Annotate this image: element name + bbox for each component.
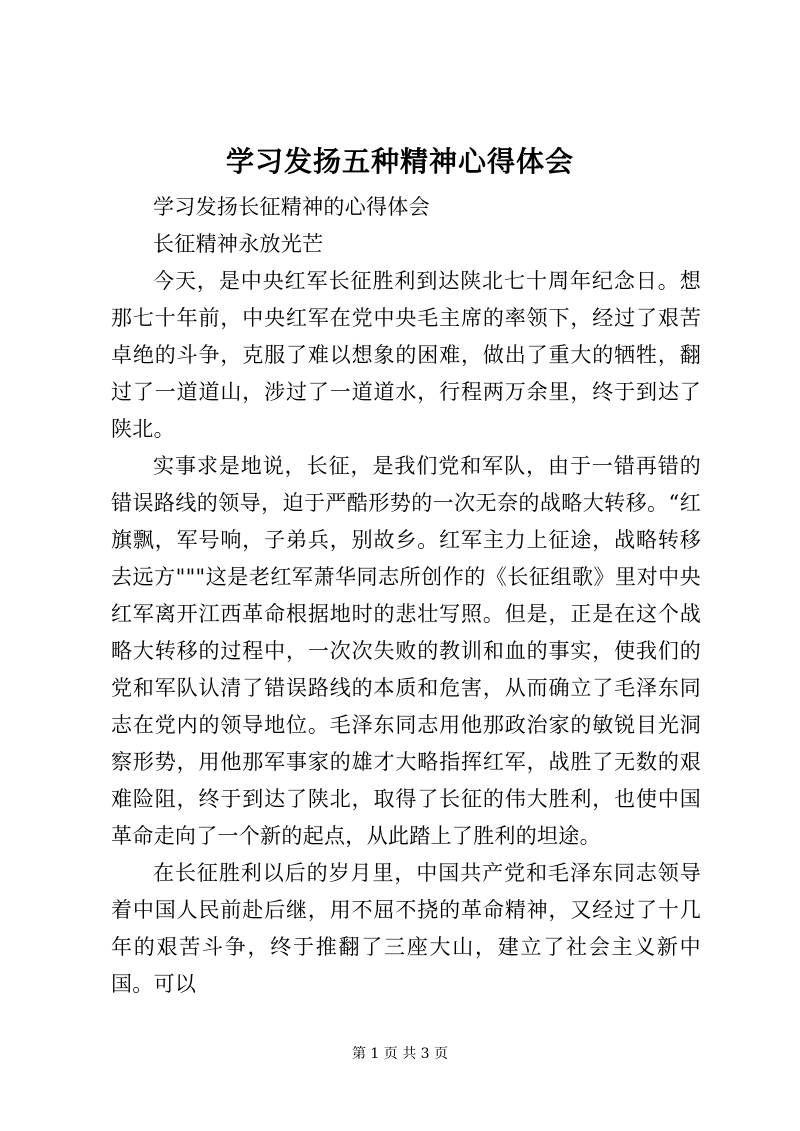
paragraph-2: 实事求是地说，长征，是我们党和军队，由于一错再错的错误路线的领导，迫于严酷形势的一次无奈的战略大转移。“红旗飘，军号响，子弟兵，别故乡。红军主力上征途，战略转移去远方"""这是老红军萧华同志所创作的《长征组歌》里对中央红军离开江西革命根据地时的悲壮写照。但是，正是在这个战略大转移的过程中，一次次失败的教训和血的事实，使我们的党和军队认清了错误路线的本质和危害，从而确立了毛泽东同志在党内的领导地位。毛泽东同志用他那政治家的敏锐目光洞察形势，用他那军事家的雄才大略指挥红军，战胜了无数的艰难险阻，终于到达了陕北，取得了长征的伟大胜利，也使中国革命走向了一个新的起点，从此踏上了胜利的坦途。 <box>111 454 701 848</box>
subtitle-line-1: 学习发扬长征精神的心得体会 <box>153 195 430 219</box>
document-title: 学习发扬五种精神心得体会 <box>225 145 574 178</box>
page-footer: 第 1 页 共 3 页 <box>351 1046 449 1062</box>
paragraph-1: 今天，是中央红军长征胜利到达陕北七十周年纪念日。想那七十年前，中央红军在党中央毛主席的率领下，经过了艰苦卓绝的斗争，克服了难以想象的困难，做出了重大的牺牲，翻过了一道道山，涉过了一道道水，行程两万余里，终于到达了陕北。 <box>111 269 701 441</box>
paragraph-3: 在长征胜利以后的岁月里，中国共产党和毛泽东同志领导着中国人民前赴后继，用不屈不挠的革命精神，又经过了十几年的艰苦斗争，终于推翻了三座大山，建立了社会主义新中国。可以 <box>111 861 701 996</box>
subtitle-line-2: 长征精神永放光芒 <box>153 232 324 256</box>
document-body <box>111 189 701 1003</box>
